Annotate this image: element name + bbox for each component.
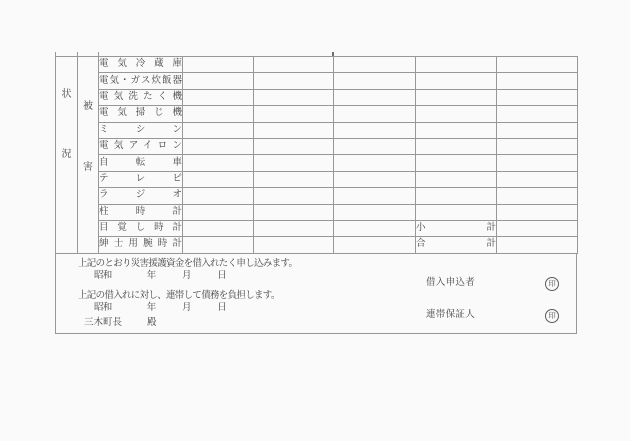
value-cell [183,122,254,138]
value-cell [183,237,254,253]
value-cell [254,188,334,204]
item-alarm-clock: 目覚し時計 [99,220,183,236]
value-cell [183,220,254,236]
value-cell [416,138,497,154]
value-cell [254,155,334,171]
application-date-line: 昭和 年 月 日 [94,271,227,281]
joint-liability-statement: 上記の借入れに対し、連帯して債務を負担します。 [78,291,280,301]
table-row [56,171,578,187]
table-row [56,237,578,253]
value-cell [416,188,497,204]
value-cell [416,204,497,220]
item-bicycle: 自転車 [99,155,183,171]
value-cell [254,204,334,220]
side-label-hi: 被 [83,101,93,112]
table-row [56,220,578,236]
value-cell [497,89,578,105]
applicant-label: 借入申込者 [426,278,476,288]
applicant-seal-icon: 印 [545,277,559,291]
value-cell [497,188,578,204]
value-cell [497,171,578,187]
value-cell [254,57,334,73]
value-cell [183,204,254,220]
value-cell [334,89,416,105]
value-cell [334,188,416,204]
value-cell [254,122,334,138]
value-cell [416,73,497,89]
table-row [56,155,578,171]
value-cell [183,138,254,154]
table-row [56,122,578,138]
side-label-jou: 状 [61,89,72,100]
value-cell [183,155,254,171]
value-cell [334,204,416,220]
item-washing-machine: 電気洗たく機 [99,89,183,105]
item-wall-clock: 柱時計 [99,204,183,220]
value-cell [416,89,497,105]
total-label-cell: 合計 [416,237,497,253]
table-row [56,89,578,105]
value-cell [254,73,334,89]
damage-items-table [55,56,578,254]
value-cell [497,155,578,171]
value-cell [497,122,578,138]
application-section [55,253,577,334]
value-cell [183,73,254,89]
item-rice-cooker: 電気・ガス炊飯器 [99,73,183,89]
value-cell [254,89,334,105]
table-row [56,138,578,154]
value-cell [497,57,578,73]
side-label-kyou: 況 [61,149,72,160]
value-cell [254,220,334,236]
value-cell [334,220,416,236]
total-value-cell [497,237,578,253]
guarantor-label: 連帯保証人 [426,310,476,320]
value-cell [183,106,254,122]
value-cell [416,57,497,73]
value-cell [334,106,416,122]
value-cell [183,171,254,187]
item-electric-iron: 電気アイロン [99,138,183,154]
value-cell [416,122,497,138]
value-cell [254,138,334,154]
value-cell [497,73,578,89]
table-row [56,73,578,89]
addressee-name: 三木町長 [84,318,123,328]
item-refrigerator: 電気冷蔵庫 [99,57,183,73]
value-cell [334,138,416,154]
joint-date-line: 昭和 年 月 日 [94,303,227,313]
table-row [56,204,578,220]
side-label-gai: 害 [83,162,93,173]
value-cell [183,89,254,105]
value-cell [183,57,254,73]
application-statement: 上記のとおり災害援護資金を借入れたく申し込みます。 [78,259,298,269]
value-cell [183,188,254,204]
value-cell [497,204,578,220]
value-cell [497,138,578,154]
value-cell [497,106,578,122]
item-vacuum-cleaner: 電気掃じ機 [99,106,183,122]
subtotal-value-cell [497,220,578,236]
table-row [56,188,578,204]
value-cell [334,237,416,253]
item-mens-wristwatch: 紳士用腕時計 [99,237,183,253]
value-cell [334,73,416,89]
item-sewing-machine: ミシン [99,122,183,138]
subtotal-label-cell: 小計 [416,220,497,236]
guarantor-seal-icon: 印 [545,309,559,323]
value-cell [416,106,497,122]
item-radio: ラジオ [99,188,183,204]
addressee-line [84,318,157,329]
value-cell [334,171,416,187]
table-row [56,106,578,122]
value-cell [334,122,416,138]
value-cell [416,155,497,171]
value-cell [416,171,497,187]
value-cell [254,171,334,187]
table-row [56,57,578,73]
value-cell [254,106,334,122]
value-cell [254,237,334,253]
value-cell [334,155,416,171]
addressee-honorific: 殿 [147,318,157,328]
item-television: テレビ [99,171,183,187]
value-cell [334,57,416,73]
damage-column-cell [78,57,99,254]
